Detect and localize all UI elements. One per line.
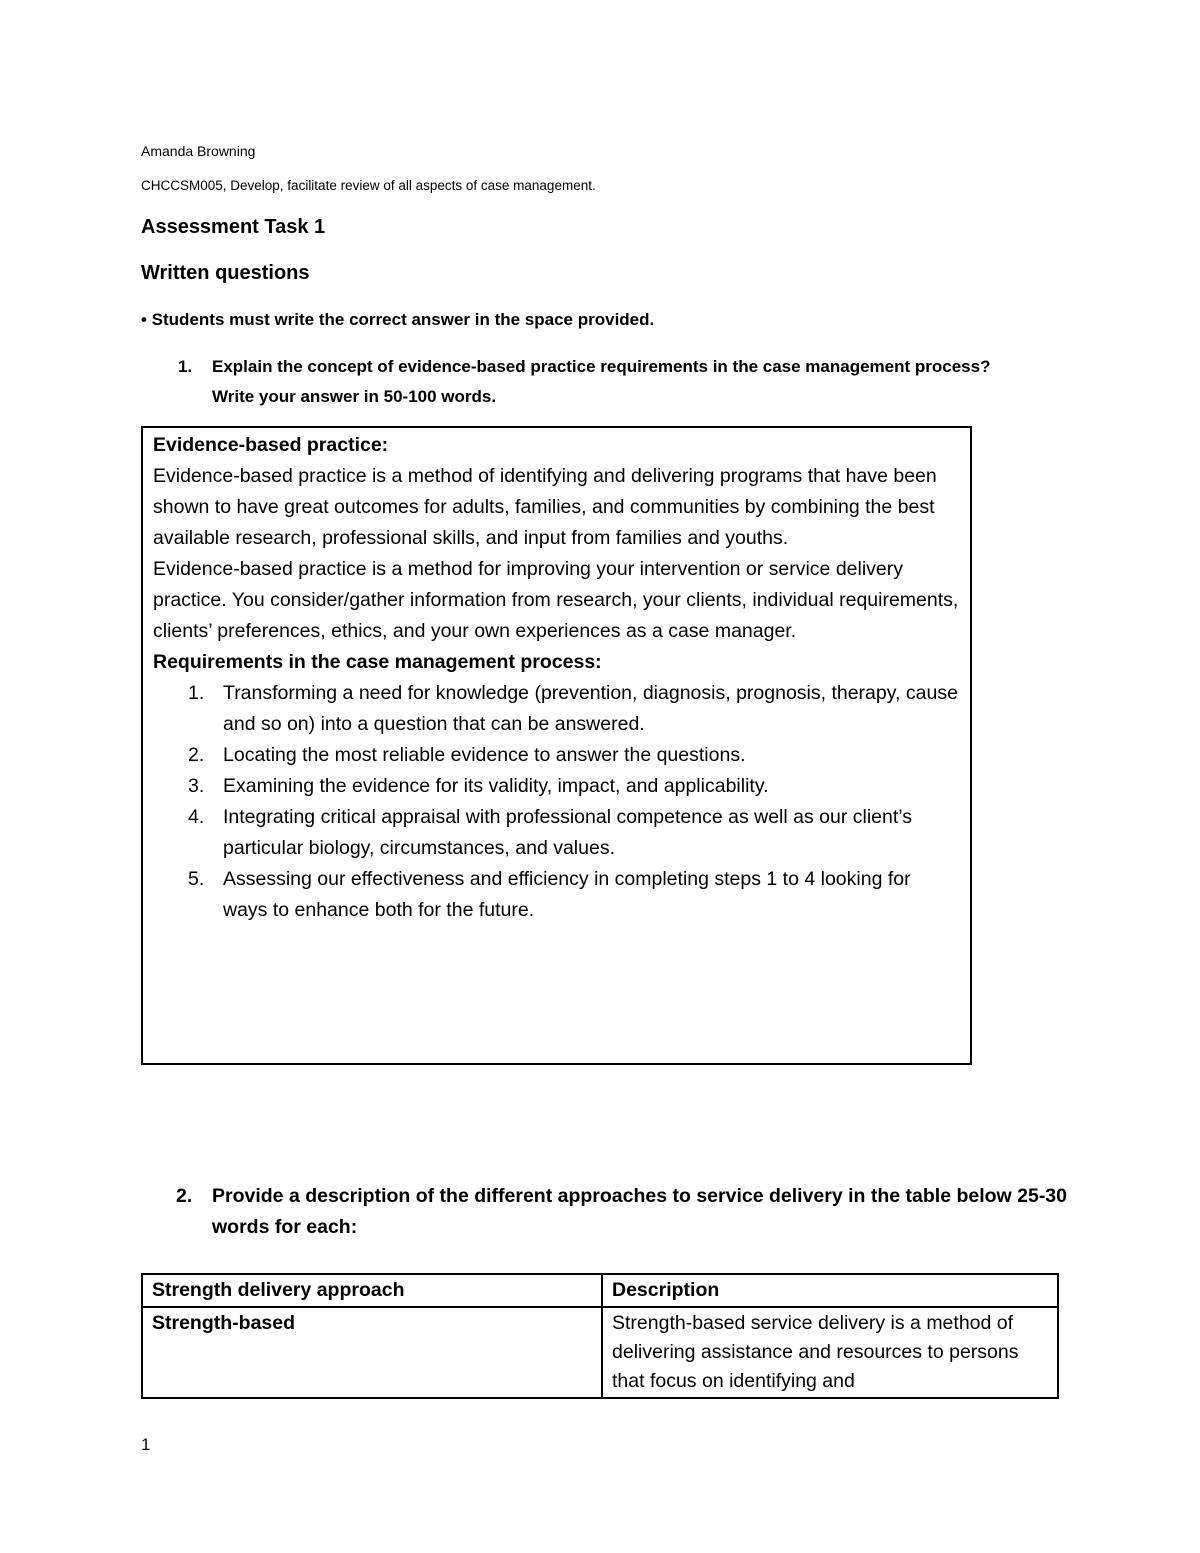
- unit-code-title: CHCCSM005, Develop, facilitate review of all aspects of case management.: [141, 178, 596, 193]
- assessment-task-title: Assessment Task 1: [141, 216, 326, 238]
- requirement-item: 5. Assessing our effectiveness and efficiency in completing steps 1 to 4 looking for ways to enhance both for the future.: [188, 868, 911, 921]
- table-header-row: [142, 1274, 1058, 1307]
- answer-paragraph-2: Evidence-based practice is a method for improving your intervention or service delivery practice. You consider/gather information from research, your clients, individual requirements, clients’ preferences, ethics, and your own experiences as a case manager.: [153, 558, 959, 642]
- requirement-item: 1. Transforming a need for knowledge (prevention, diagnosis, prognosis, therapy, cause and so on) into a question that can be answered.: [188, 682, 958, 735]
- approach-table: [141, 1273, 1059, 1399]
- table-cell-approach: Strength-based: [142, 1307, 602, 1398]
- answer-paragraph-1: Evidence-based practice is a method of identifying and delivering programs that have been shown to have great outcomes for adults, families, and communities by combining the best available research, professional skills, and input from families and youths.: [153, 465, 937, 549]
- question-2-text: Provide a description of the different approaches to service delivery in the table below 25-30 words for each:: [212, 1185, 1068, 1238]
- question-1-text: Explain the concept of evidence-based practice requirements in the case management process? Write your answer in 50-100 words.: [212, 357, 991, 406]
- table-row: [142, 1307, 1058, 1398]
- question-2: [176, 1181, 1076, 1243]
- question-1-number: 1.: [178, 357, 193, 376]
- section-title: Written questions: [141, 262, 310, 284]
- answer-1-box: [141, 426, 972, 1065]
- requirement-item: 3. Examining the evidence for its validity, impact, and applicability.: [188, 775, 769, 797]
- question-2-number: 2.: [176, 1185, 193, 1207]
- requirement-item: 2. Locating the most reliable evidence to answer the questions.: [188, 744, 746, 766]
- requirements-list: [153, 678, 960, 926]
- table-header-approach: Strength delivery approach: [142, 1274, 602, 1307]
- requirement-item: 4. Integrating critical appraisal with professional competence as well as our client’s particular biology, circumstances, and values.: [188, 806, 912, 859]
- answer-heading-requirements: Requirements in the case management process:: [153, 651, 602, 673]
- answer-heading-evidence: Evidence-based practice:: [153, 434, 389, 456]
- instruction-text: • Students must write the correct answer in the space provided.: [141, 310, 655, 329]
- author-name: Amanda Browning: [141, 143, 256, 159]
- page-number: 1: [141, 1435, 151, 1454]
- table-cell-description: Strength-based service delivery is a method of delivering assistance and resources to persons that focus on identifying and: [602, 1307, 1058, 1398]
- question-1: [178, 352, 1008, 412]
- table-header-description: Description: [602, 1274, 1058, 1307]
